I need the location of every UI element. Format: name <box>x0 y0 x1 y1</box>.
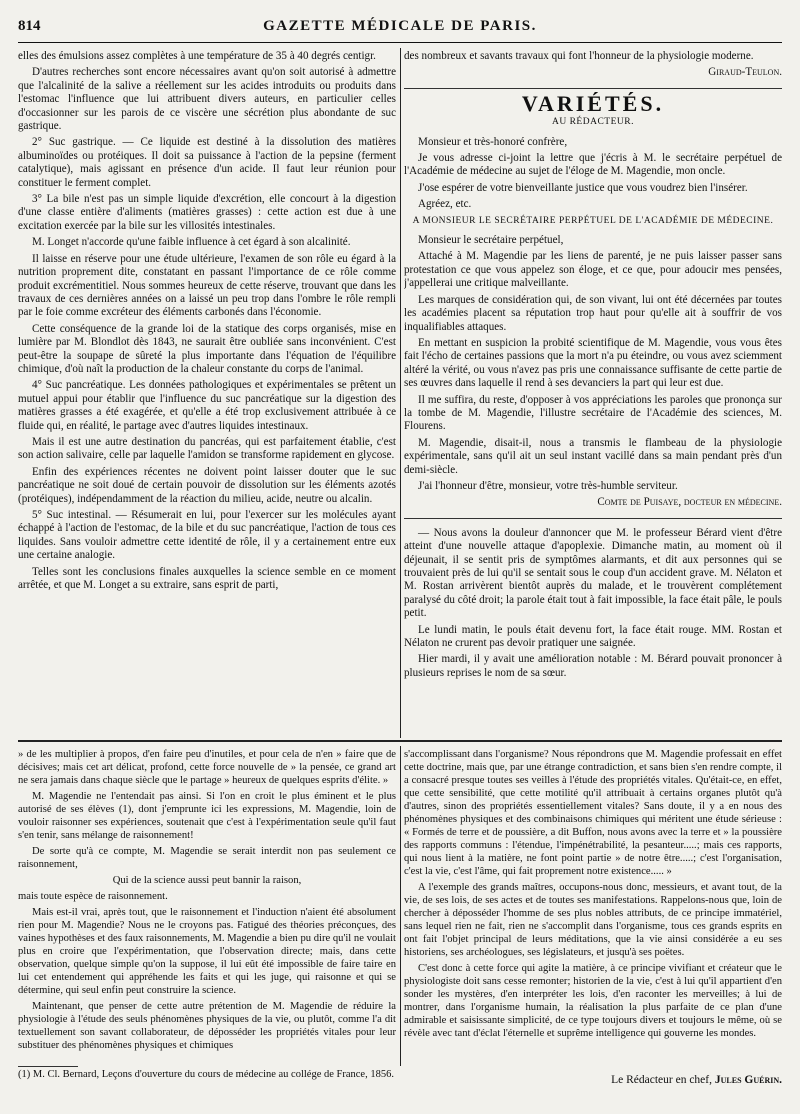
paragraph: M. Magendie, disait-il, nous a transmis le flambeau de la physiologie expérimentale, sans qu'il ait un seul instant vacillé dans sa main pendant près d'un demi-siècle. <box>404 436 782 476</box>
feuilleton-rule <box>18 740 782 742</box>
paragraph: Les marques de considération qui, de son vivant, lui ont été décernées par toutes les académies placent sa réputation trop haut pour qu'elle ait à souffrir de vos inqualifiables attaques. <box>404 293 782 333</box>
author-signature: Giraud-Teulon. <box>708 66 782 79</box>
paragraph: 5° Suc intestinal. — Résumerait en lui, pour l'exercer sur les molécules ayant échappé à l'action de l'estomac, de la bile et du suc pancréatique, l'action de tous ces liquides. Sans vouloir admettre cette identité de rôle, il y a certainement entre eux une certaine analogie. <box>18 509 396 562</box>
paragraph: Telles sont les conclusions finales auxquelles la science semble en ce moment arrêtée, et que M. Longet a su extraire, sans esprit de parti, <box>18 565 396 592</box>
paragraph: — Nous avons la douleur d'annoncer que M. le professeur Bérard vient d'être atteint d'une nouvelle attaque d'apoplexie. Dimanche matin, au moment où il déjeunait, il se sentit pris de symptômes alarmants, et dit aux personnes qui se trouvaient près de lui qu'il se sentait sous le coup d'un accident grave. M. Nélaton et M. Rostan arrivèrent bientôt auprès du malade, et le trouvèrent complétement paralysé du côté droit; la parole était tout à fait impossible, la face était pâle, le pouls petit. <box>404 526 782 620</box>
paragraph: Il laisse en réserve pour une étude ultérieure, l'examen de son rôle eu égard à la nutrition proprement dite, constatant en passant l'importance de ce rôle comme produit excrémentitiel. Nous sommes heureux de cette réserve, trouvant que dans les travaux de ces dernières années on a laissé un peu trop dans l'ombre le rôle rempli par le foie comme excréteur des éléments carbonés dans l'économie. <box>18 252 396 319</box>
paragraph: Hier mardi, il y avait une amélioration notable : M. Bérard pouvait prononcer à plusieurs reprises le nom de sa sœur. <box>404 653 782 679</box>
editor-name: Jules Guérin. <box>714 1074 782 1086</box>
paragraph: Le lundi matin, le pouls était devenu fort, la face était rouge. MM. Rostan et Nélaton ne crurent pas devoir pratiquer une saignée. <box>404 623 782 650</box>
section-title: VARIÉTÉS. <box>521 90 665 116</box>
paragraph: Mais il est une autre destination du pancréas, qui est parfaitement établie, c'est son action salivaire, celle par laquelle l'amidon se transforme rapidement en glycose. <box>18 435 396 462</box>
paragraph: 2° Suc gastrique. — Ce liquide est destiné à la dissolution des matières albuminoïdes ou protéiques. Il doit sa puissance à l'action de la pepsine (ferment catalytique), mais agissant en présence d'un acide. Il faut leur réunion pour constituer le ferment complet. <box>18 136 396 189</box>
editor-label: Le Rédacteur en chef, <box>611 1074 712 1086</box>
paragraph: Agréez, etc. <box>418 198 472 211</box>
salutation: Monsieur et très-honoré confrère, <box>418 135 568 148</box>
paragraph: Mais est-il vrai, après tout, que le raisonnement et l'induction n'aient été absolument rien pour M. Magendie? Nous ne le croyons pas. Fatigué des théories préconçues, des vaines hypothèses et des faux raisonnements, M. Magendie a bien pu dire qu'il ne voulait plus en croire que l'expérimentation, que l'observation directe; mais, dans cette observation, quelque simple qu'on la suppose, il lui eût été impossible de faire taire en lui cet entendement qui appréhende les faits et qui les juge, qui raisonne et qui se détermine, qui seul enfin peut construire la science. <box>18 907 396 996</box>
paragraph: Attaché à M. Magendie par les liens de parenté, je ne puis laisser passer sans protestation ce que vous appelez son éloge, et ce que, pour adoucir mes pensées, j'appellerai une critique malveillante. <box>404 250 782 290</box>
page-header <box>18 16 782 43</box>
paragraph: J'ai l'honneur d'être, monsieur, votre très-humble serviteur. <box>418 479 678 492</box>
column-divider <box>400 48 401 738</box>
paragraph: M. Longet n'accorde qu'une faible influence à cet égard à son alcalinité. <box>32 236 351 249</box>
footnote: (1) M. Cl. Bernard, Leçons d'ouverture du cours de médecine au collége de France, 1856. <box>18 1069 394 1080</box>
paragraph: C'est donc à cette force qui agite la matière, à ce principe vivifiant et créateur que le physiologiste doit sans cesse remonter; historien de la vie, c'est à lui qu'il appartient d'en sonder les mystères, d'en interpréter les lois, d'en raconter les merveilles; à lui de montrer, dans l'organisme humain, la réalisation la plus parfaite de ce plan d'une admirable et saisissante simplicité, de ce type toujours divers et toujours le même, où se révèle avec tant d'éclat l'éternelle et suprême intelligence qui gouverne les mondes. <box>404 963 782 1039</box>
section-rule <box>404 88 782 89</box>
paragraph: De sorte qu'à ce compte, M. Magendie se serait interdit non pas seulement ce raisonnement, <box>18 846 396 870</box>
editor-signature <box>404 1074 782 1086</box>
upper-left-column <box>18 50 396 732</box>
paragraph: A l'exemple des grands maîtres, occupons-nous donc, messieurs, et avant tout, de la vie, de ses lois, de ses actes et de toutes ses manifestations. Rappelons-nous que, loin de chercher à déposséder l'homme de ses plus nobles attributs, de ce principe immatériel, sans lequel rien ne fait, rien ne s'accomplit dans l'organisme, tous ces grands esprits en ont fait l'objet principal de leurs méditations, que la vie ainsi considérée a eu ses historiens, ses archéologues, ses législateurs, et jusqu'à ses poëtes. <box>404 882 782 958</box>
paragraph: 3° La bile n'est pas un simple liquide d'excrétion, elle concourt à la digestion d'une classe entière d'aliments (matières grasses) : cette action est due à une excitation exercée par la bile sur les villosités intestinales. <box>18 193 396 232</box>
letter-signature: Comte de Puisaye, docteur en médecine. <box>597 496 782 509</box>
paragraph: des nombreux et savants travaux qui font l'honneur de la physiologie moderne. <box>404 50 754 62</box>
footnote-rule <box>18 1066 78 1067</box>
paragraph: elles des émulsions assez complètes à une température de 35 à 40 degrés centigr. <box>18 50 376 62</box>
paragraph: » de les multiplier à propos, d'en faire peu d'inutiles, et pour cela de n'en » faire que de décisives; mais cet art délicat, profond, cette force nouvelle de » la pensée, ce grand art ne sera jamais dans chaque siècle que le partage » heureux de quelques esprits d'élite. » <box>18 749 396 786</box>
paragraph: Je vous adresse ci-joint la lettre que j'écris à M. le secrétaire perpétuel de l'Académie de médecine au sujet de l'éloge de M. Magendie, mon oncle. <box>404 152 782 178</box>
salutation: Monsieur le secrétaire perpétuel, <box>418 234 564 247</box>
paragraph: M. Magendie ne l'entendait pas ainsi. Si l'on en croit le plus éminent et le plus autorisé de ses élèves (1), dont j'emprunte ici les expressions, M. Magendie, loin de vouloir raisonner ses expériences, soutenait que c'est à l'expérimentation seule qu'il faut s'en tenir, sans mélange de raisonnement! <box>18 791 396 841</box>
lower-left-column <box>18 748 396 1060</box>
letter-heading: A MONSIEUR LE SECRÉTAIRE PERPÉTUEL DE L'ACADÉMIE DE MÉDECINE. <box>412 215 774 226</box>
paragraph: Cette conséquence de la grande loi de la statique des corps organisés, mise en lumière par M. Blondlot dès 1843, ne saurait être oubliée sans inconvénient. C'est peut-être la soupape de sûreté la plus importante dans l'équation de l'équilibre chimique, d'où naît la production de la chaleur constante du corps de l'animal. <box>18 322 396 375</box>
page-number: 814 <box>18 18 41 34</box>
lower-right-column <box>404 748 782 1060</box>
paragraph: Enfin des expériences récentes ne doivent point laisser douter que le suc pancréatique ne soit doué de certain pouvoir de dissolution sur les éléments azotés (protéiques), indépendamment de la réaction du milieu, acide, neutre ou alcalin. <box>18 465 396 505</box>
upper-right-column <box>404 50 782 732</box>
column-divider <box>400 746 401 1066</box>
paragraph: J'ose espérer de votre bienveillante justice que vous voudrez bien l'insérer. <box>418 181 748 194</box>
paragraph: 4° Suc pancréatique. Les données pathologiques et expérimentales se prêtent un mutuel appui pour établir que l'influence du suc pancréatique sur la digestion des matières grasses a été exagérée, et qu'elle a été trop exclusivement attribuée à ce fluide qui, en réalité, le partage avec d'autres liquides intestinaux. <box>18 379 396 432</box>
paragraph: D'autres recherches sont encore nécessaires avant qu'on soit autorisé à admettre que l'alcalinité de la salive a réellement sur les acides introduits ou produits dans l'estomac l'influence que lui attribuent divers auteurs, en particulier celles d'occasionner sur les parois de ce viscère une sécrétion plus abondante de suc gastrique. <box>18 66 396 133</box>
paragraph: Il me suffira, du reste, d'opposer à vos appréciations les paroles que prononça sur la tombe de M. Magendie, l'illustre secrétaire de l'Académie des sciences, M. Flourens. <box>404 393 782 433</box>
paragraph: mais toute espèce de raisonnement. <box>18 891 168 902</box>
section-rule <box>404 518 782 519</box>
letter-heading: AU RÉDACTEUR. <box>552 117 634 128</box>
verse-quote: Qui de la science aussi peut bannir la raison, <box>112 875 302 886</box>
paragraph: Maintenant, que penser de cette autre prétention de M. Magendie de réduire la physiologie à l'étude des seuls phénomènes physiques de la vie, ou plutôt, comme l'a dit textuellement son savant collaborateur, de déposséder les propriétés vitales pour leur substituer des phénomènes physiques et chimiques <box>18 1001 396 1051</box>
masthead-title: GAZETTE MÉDICALE DE PARIS. <box>263 18 537 34</box>
paragraph: s'accomplissant dans l'organisme? Nous répondrons que M. Magendie professait en effet cette doctrine, mais que, par une étrange contradiction, et sans bien s'en rendre compte, il a consacré presque toutes ses veilles à l'étude des propriétés vitales. Qu'était-ce, en effet, que cette sensibilité, que cette motilité qu'il attribuait à certains organes plutôt qu'à d'autres, sinon des propriétés essentiellement vitales? Sans doute, il y a en nous des phénomènes physiques et des combinaisons chimiques qui méritent une étude sérieuse : « Formés de terre et de poussière, a dit Buffon, nous avons avec la terre et » la poussière des rapports communs : l'étendue, l'impénétrabilité, la pesanteur.....; mais ces rapports, qui nous lient à la matière, ne font point partie » de notre être.....; c'est l'organisation, c'est la vie, c'est l'âme, qui fait proprement notre existence..... » <box>404 749 782 877</box>
paragraph: En mettant en suspicion la probité scientifique de M. Magendie, vous vous êtes fait l'écho de certaines passions que la mort n'a pu éteindre, ou vous avez sciemment altéré la vérité, ou vous n'avez pas pris une connaissance suffisante de cette partie de ses œuvres dans laquelle il rend à ses devanciers la part qui leur est due. <box>404 336 782 390</box>
